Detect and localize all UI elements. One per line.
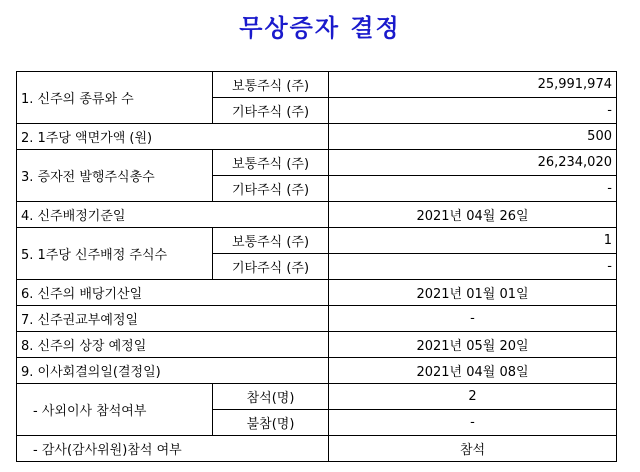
row-label-outside-directors: - 사외이사 참석여부 bbox=[17, 384, 213, 436]
row-label-certificate-date: 7. 신주권교부예정일 bbox=[17, 306, 329, 332]
row-label-dividend-start: 6. 신주의 배당기산일 bbox=[17, 280, 329, 306]
new-shares-common-value: 25,991,974 bbox=[329, 72, 617, 98]
allocation-other-value: - bbox=[329, 254, 617, 280]
other-stock-label: 기타주식 (주) bbox=[213, 98, 329, 124]
row-label-record-date: 4. 신주배정기준일 bbox=[17, 202, 329, 228]
row-label-par-value: 2. 1주당 액면가액 (원) bbox=[17, 124, 329, 150]
dividend-start-value: 2021년 01월 01일 bbox=[329, 280, 617, 306]
table-row bbox=[17, 124, 617, 150]
par-value: 500 bbox=[329, 124, 617, 150]
other-stock-label: 기타주식 (주) bbox=[213, 254, 329, 280]
table-row bbox=[17, 150, 617, 176]
row-label-auditor: - 감사(감사위원)참석 여부 bbox=[17, 436, 329, 462]
common-stock-label: 보통주식 (주) bbox=[213, 150, 329, 176]
rights-issue-table bbox=[16, 71, 617, 462]
table-row bbox=[17, 72, 617, 98]
row-label-new-shares: 1. 신주의 종류와 수 bbox=[17, 72, 213, 124]
attend-label: 참석(명) bbox=[213, 384, 329, 410]
new-shares-other-value: - bbox=[329, 98, 617, 124]
other-stock-label: 기타주식 (주) bbox=[213, 176, 329, 202]
auditor-value: 참석 bbox=[329, 436, 617, 462]
shares-before-common-value: 26,234,020 bbox=[329, 150, 617, 176]
table-row bbox=[17, 306, 617, 332]
allocation-common-value: 1 bbox=[329, 228, 617, 254]
row-label-allocation-ratio: 5. 1주당 신주배정 주식수 bbox=[17, 228, 213, 280]
absent-label: 불참(명) bbox=[213, 410, 329, 436]
shares-before-other-value: - bbox=[329, 176, 617, 202]
absent-value: - bbox=[329, 410, 617, 436]
common-stock-label: 보통주식 (주) bbox=[213, 72, 329, 98]
page-title: 무상증자 결정 bbox=[239, 13, 401, 42]
row-label-board-date: 9. 이사회결의일(결정일) bbox=[17, 358, 329, 384]
table-row bbox=[17, 228, 617, 254]
row-label-shares-before: 3. 증자전 발행주식총수 bbox=[17, 150, 213, 202]
common-stock-label: 보통주식 (주) bbox=[213, 228, 329, 254]
attend-value: 2 bbox=[329, 384, 617, 410]
table-row bbox=[17, 358, 617, 384]
table-row bbox=[17, 280, 617, 306]
listing-date-value: 2021년 05월 20일 bbox=[329, 332, 617, 358]
certificate-date-value: - bbox=[329, 306, 617, 332]
table-row bbox=[17, 332, 617, 358]
table-row bbox=[17, 384, 617, 410]
table-row bbox=[17, 436, 617, 462]
table-row bbox=[17, 202, 617, 228]
row-label-listing-date: 8. 신주의 상장 예정일 bbox=[17, 332, 329, 358]
board-date-value: 2021년 04월 08일 bbox=[329, 358, 617, 384]
record-date-value: 2021년 04월 26일 bbox=[329, 202, 617, 228]
